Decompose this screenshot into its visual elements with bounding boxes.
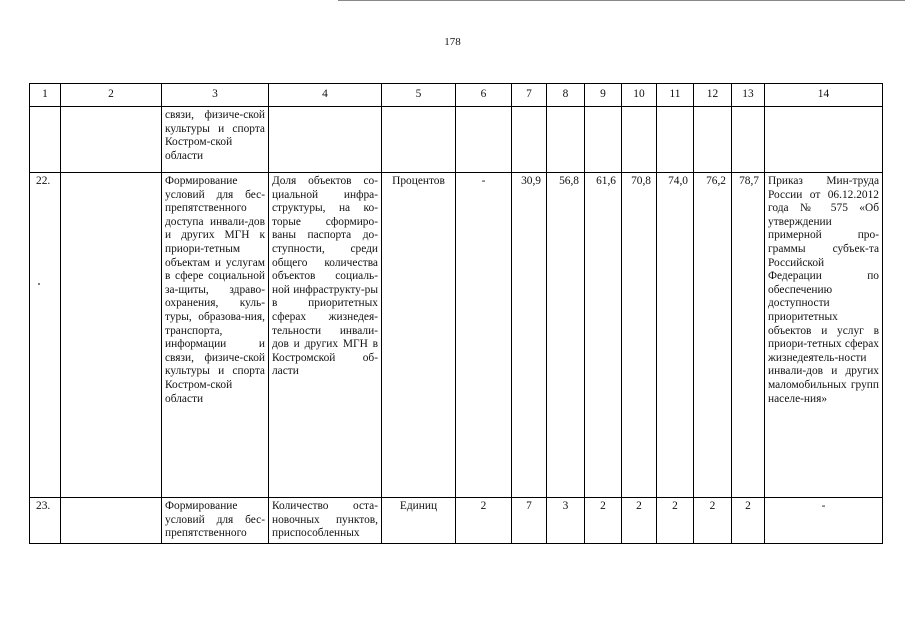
- cell-col2: [61, 173, 162, 498]
- header-cell: 5: [382, 84, 456, 107]
- cell-col12: [694, 107, 732, 173]
- cell-unit: [382, 107, 456, 173]
- cell-col6: -: [456, 173, 512, 498]
- cell-col6: [456, 107, 512, 173]
- cell-col12: 2: [694, 498, 732, 544]
- cell-col11: 2: [657, 498, 694, 544]
- cell-col2: [61, 107, 162, 173]
- cell-col9: 2: [585, 498, 622, 544]
- cell-unit: Процентов: [382, 173, 456, 498]
- cell-col10: 2: [622, 498, 657, 544]
- cell-col8: 3: [547, 498, 585, 544]
- cell-unit: Единиц: [382, 498, 456, 544]
- table-row-22: [30, 173, 883, 498]
- cell-basis: Приказ Мин-труда России от 06.12.2012 года № 575 «Об утверждении примерной про-граммы субъек-та Российской Федерации по обеспечению доступности приоритетных объектов и услуг в приори-тетных сферах жизнедеятель-ности инвали-дов и других маломобильных групп населе-ния»: [765, 173, 883, 498]
- indicators-table: [29, 83, 883, 544]
- cell-measure: связи, физиче-ской культуры и спорта Костром-ской области: [162, 107, 269, 173]
- header-cell: 12: [694, 84, 732, 107]
- header-cell: 1: [30, 84, 61, 107]
- cell-num: 22.: [30, 173, 61, 498]
- cell-num: [30, 107, 61, 173]
- cell-col11: [657, 107, 694, 173]
- table-row-continued: [30, 107, 883, 173]
- cell-col7: [512, 107, 547, 173]
- header-cell: 6: [456, 84, 512, 107]
- cell-basis: [765, 107, 883, 173]
- cell-col13: 2: [732, 498, 765, 544]
- cell-indicator: Количество оста-новочных пунктов, приспособленных: [269, 498, 382, 544]
- cell-col2: [61, 498, 162, 544]
- cell-col8: [547, 107, 585, 173]
- header-cell: 8: [547, 84, 585, 107]
- header-cell: 7: [512, 84, 547, 107]
- cell-col10: 70,8: [622, 173, 657, 498]
- table-header-row: [30, 84, 883, 107]
- cell-measure: Формирование условий для бес-препятственного: [162, 498, 269, 544]
- scan-speck: [38, 283, 40, 285]
- cell-col13: 78,7: [732, 173, 765, 498]
- cell-col11: 74,0: [657, 173, 694, 498]
- top-rule: [338, 0, 905, 1]
- cell-col6: 2: [456, 498, 512, 544]
- header-cell: 11: [657, 84, 694, 107]
- header-cell: 10: [622, 84, 657, 107]
- header-cell: 14: [765, 84, 883, 107]
- header-cell: 9: [585, 84, 622, 107]
- cell-col7: 30,9: [512, 173, 547, 498]
- cell-num: 23.: [30, 498, 61, 544]
- header-cell: 2: [61, 84, 162, 107]
- header-cell: 4: [269, 84, 382, 107]
- header-cell: 13: [732, 84, 765, 107]
- header-cell: 3: [162, 84, 269, 107]
- cell-basis: -: [765, 498, 883, 544]
- cell-measure: Формирование условий для бес-препятственного доступа инвали-дов и других МГН к приори-тетным объектам и услугам в сфере социальной за-щиты, здраво-охранения, куль-туры, образова-ния, транспорта, информации и связи, физиче-ской культуры и спорта Костром-ской области: [162, 173, 269, 498]
- page-number: 178: [444, 36, 461, 48]
- cell-indicator: [269, 107, 382, 173]
- cell-col9: 61,6: [585, 173, 622, 498]
- table-row-23: [30, 498, 883, 544]
- cell-col8: 56,8: [547, 173, 585, 498]
- cell-col7: 7: [512, 498, 547, 544]
- cell-indicator: Доля объектов со-циальной инфра-структуры, на ко-торые сформиро-ваны паспорта до-ступности, среди общего количества объектов социаль-ной инфраструкту-ры в приоритетных сферах жизнедея-тельности инвали-дов и других МГН в Костромской об-ласти: [269, 173, 382, 498]
- cell-col10: [622, 107, 657, 173]
- cell-col13: [732, 107, 765, 173]
- cell-col12: 76,2: [694, 173, 732, 498]
- cell-col9: [585, 107, 622, 173]
